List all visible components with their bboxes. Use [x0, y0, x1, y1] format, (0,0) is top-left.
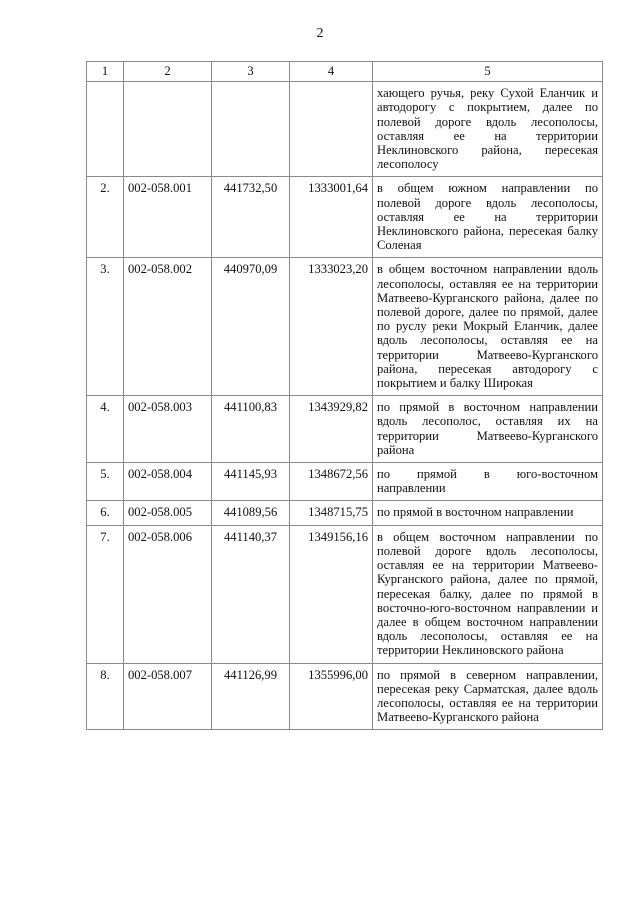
x-coordinate: 441145,93 — [212, 463, 290, 501]
x-coordinate: 440970,09 — [212, 258, 290, 396]
table-row — [87, 501, 603, 525]
boundary-description: в общем восточном направлении по полевой дороге вдоль лесополосы, оставляя ее на территории Матвеево-Курганского района, далее по прямой, пересекая балку, далее по прямой в восточно-юго-восточном направлении и далее в общем восточном направлении вдоль лесополосы, оставляя ее на территории Неклиновского района — [373, 525, 603, 663]
table-row — [87, 258, 603, 396]
table-row — [87, 82, 603, 177]
column-header: 1 — [87, 62, 124, 82]
page-number: 2 — [316, 26, 324, 41]
row-number: 5. — [87, 463, 124, 501]
row-number: 4. — [87, 396, 124, 463]
boundary-description: в общем восточном направлении вдоль лесополосы, оставляя ее на территории Матвеево-Курганского района, далее по полевой дороге, далее по прямой, далее по руслу реки Мокрый Еланчик, далее вдоль лесополосы, оставляя ее на территории Матвеево-Курганского района, пересекая автодорогу с покрытием и балку Широкая — [373, 258, 603, 396]
row-number — [87, 82, 124, 177]
boundary-coordinates-table — [86, 61, 603, 730]
row-number: 2. — [87, 177, 124, 258]
y-coordinate: 1348715,75 — [290, 501, 373, 525]
point-code: 002-058.001 — [124, 177, 212, 258]
point-code: 002-058.002 — [124, 258, 212, 396]
x-coordinate: 441100,83 — [212, 396, 290, 463]
table-row — [87, 463, 603, 501]
point-code: 002-058.004 — [124, 463, 212, 501]
y-coordinate: 1349156,16 — [290, 525, 373, 663]
x-coordinate: 441732,50 — [212, 177, 290, 258]
y-coordinate: 1348672,56 — [290, 463, 373, 501]
y-coordinate: 1355996,00 — [290, 663, 373, 730]
boundary-description: по прямой в восточном направлении вдоль лесополос, оставляя их на территории Матвеево-Курганского района — [373, 396, 603, 463]
column-header: 2 — [124, 62, 212, 82]
point-code: 002-058.003 — [124, 396, 212, 463]
y-coordinate: 1343929,82 — [290, 396, 373, 463]
point-code — [124, 82, 212, 177]
column-header: 4 — [290, 62, 373, 82]
table-row — [87, 177, 603, 258]
column-header: 3 — [212, 62, 290, 82]
column-header: 5 — [373, 62, 603, 82]
row-number: 7. — [87, 525, 124, 663]
boundary-description: по прямой в восточном направлении — [373, 501, 603, 525]
y-coordinate: 1333001,64 — [290, 177, 373, 258]
table-row — [87, 396, 603, 463]
point-code: 002-058.006 — [124, 525, 212, 663]
boundary-description: по прямой в северном направлении, пересекая реку Сарматская, далее вдоль лесополосы, оставляя ее на территории Матвеево-Курганского района — [373, 663, 603, 730]
table-header-row — [87, 62, 603, 82]
table-row — [87, 663, 603, 730]
point-code: 002-058.005 — [124, 501, 212, 525]
row-number: 3. — [87, 258, 124, 396]
x-coordinate: 441126,99 — [212, 663, 290, 730]
table-row — [87, 525, 603, 663]
y-coordinate: 1333023,20 — [290, 258, 373, 396]
boundary-description: в общем южном направлении по полевой дороге вдоль лесополосы, оставляя ее на территории Неклиновского района, пересекая балку Соленая — [373, 177, 603, 258]
x-coordinate: 441089,56 — [212, 501, 290, 525]
row-number: 8. — [87, 663, 124, 730]
x-coordinate: 441140,37 — [212, 525, 290, 663]
x-coordinate — [212, 82, 290, 177]
y-coordinate — [290, 82, 373, 177]
boundary-description: хающего ручья, реку Сухой Еланчик и автодорогу с покрытием, далее по полевой дороге вдоль лесополосы, оставляя ее на территории Неклиновского района, пересекая лесополосу — [373, 82, 603, 177]
boundary-description: по прямой в юго-восточном направлении — [373, 463, 603, 501]
row-number: 6. — [87, 501, 124, 525]
point-code: 002-058.007 — [124, 663, 212, 730]
